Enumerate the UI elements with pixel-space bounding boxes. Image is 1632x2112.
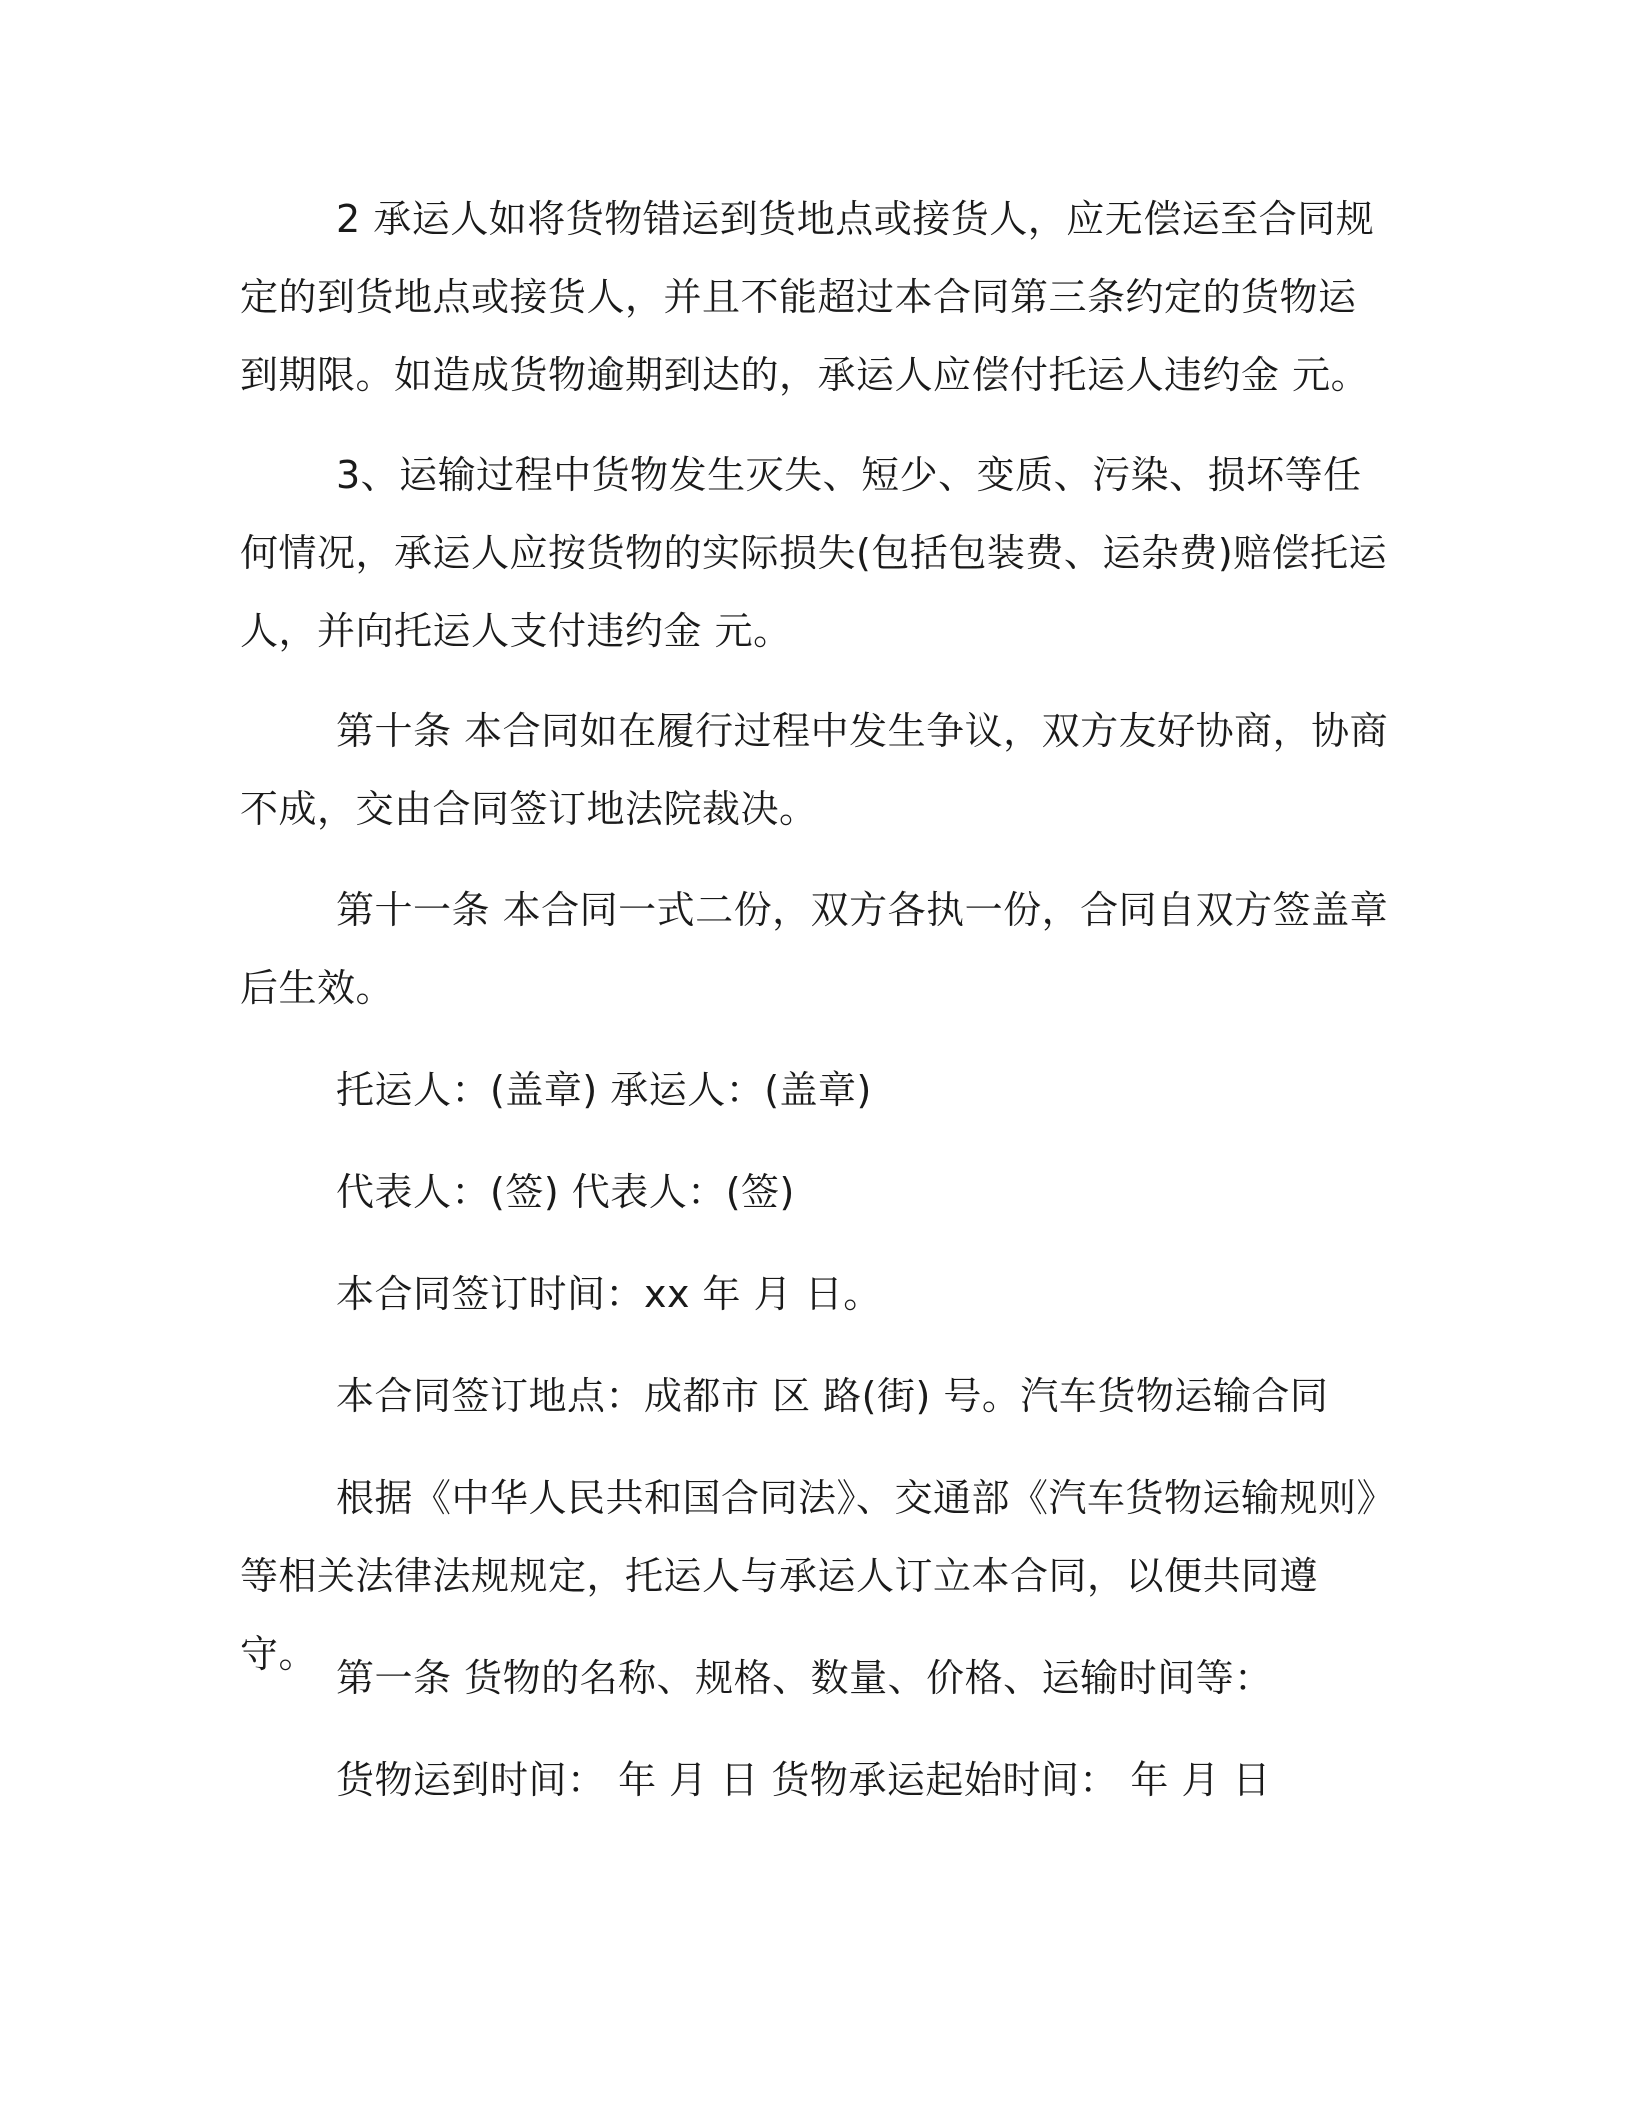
paragraph-article-11: 第十一条 本合同一式二份，双方各执一份，合同自双方签盖章后生效。 (240, 888, 1389, 1010)
paragraph-article-1: 第一条 货物的名称、规格、数量、价格、运输时间等： (336, 1656, 1273, 1700)
paragraph-clause-3: 3、运输过程中货物发生灭失、短少、变质、污染、损坏等任何情况，承运人应按货物的实际损失(包括包装费、运杂费)赔偿托运人，并向托运人支付违约金 元。 (240, 453, 1388, 653)
signature-seal-line: 托运人：(盖章) 承运人：(盖章) (336, 1068, 872, 1112)
paragraph-clause-2: 2 承运人如将货物错运到货地点或接货人，应无偿运至合同规定的到货地点或接货人，并且不能超过本合同第三条约定的货物运到期限。如造成货物逾期到达的，承运人应偿付托运人违约金 元。 (240, 197, 1375, 397)
delivery-time-line: 货物运到时间： 年 月 日 货物承运起始时间： 年 月 日 (336, 1758, 1272, 1802)
signing-date-line: 本合同签订时间：xx 年 月 日。 (336, 1272, 882, 1316)
signing-place-line: 本合同签订地点：成都市 区 路(街) 号。汽车货物运输合同 (336, 1374, 1329, 1418)
signature-representative-line: 代表人：(签) 代表人：(签) (336, 1170, 795, 1214)
paragraph-legal-basis: 根据《中华人民共和国合同法》、交通部《汽车货物运输规则》等相关法律法规规定，托运人与承运人订立本合同，以便共同遵守。 (240, 1476, 1377, 1676)
paragraph-article-10: 第十条 本合同如在履行过程中发生争议，双方友好协商，协商不成，交由合同签订地法院裁决。 (240, 709, 1389, 831)
